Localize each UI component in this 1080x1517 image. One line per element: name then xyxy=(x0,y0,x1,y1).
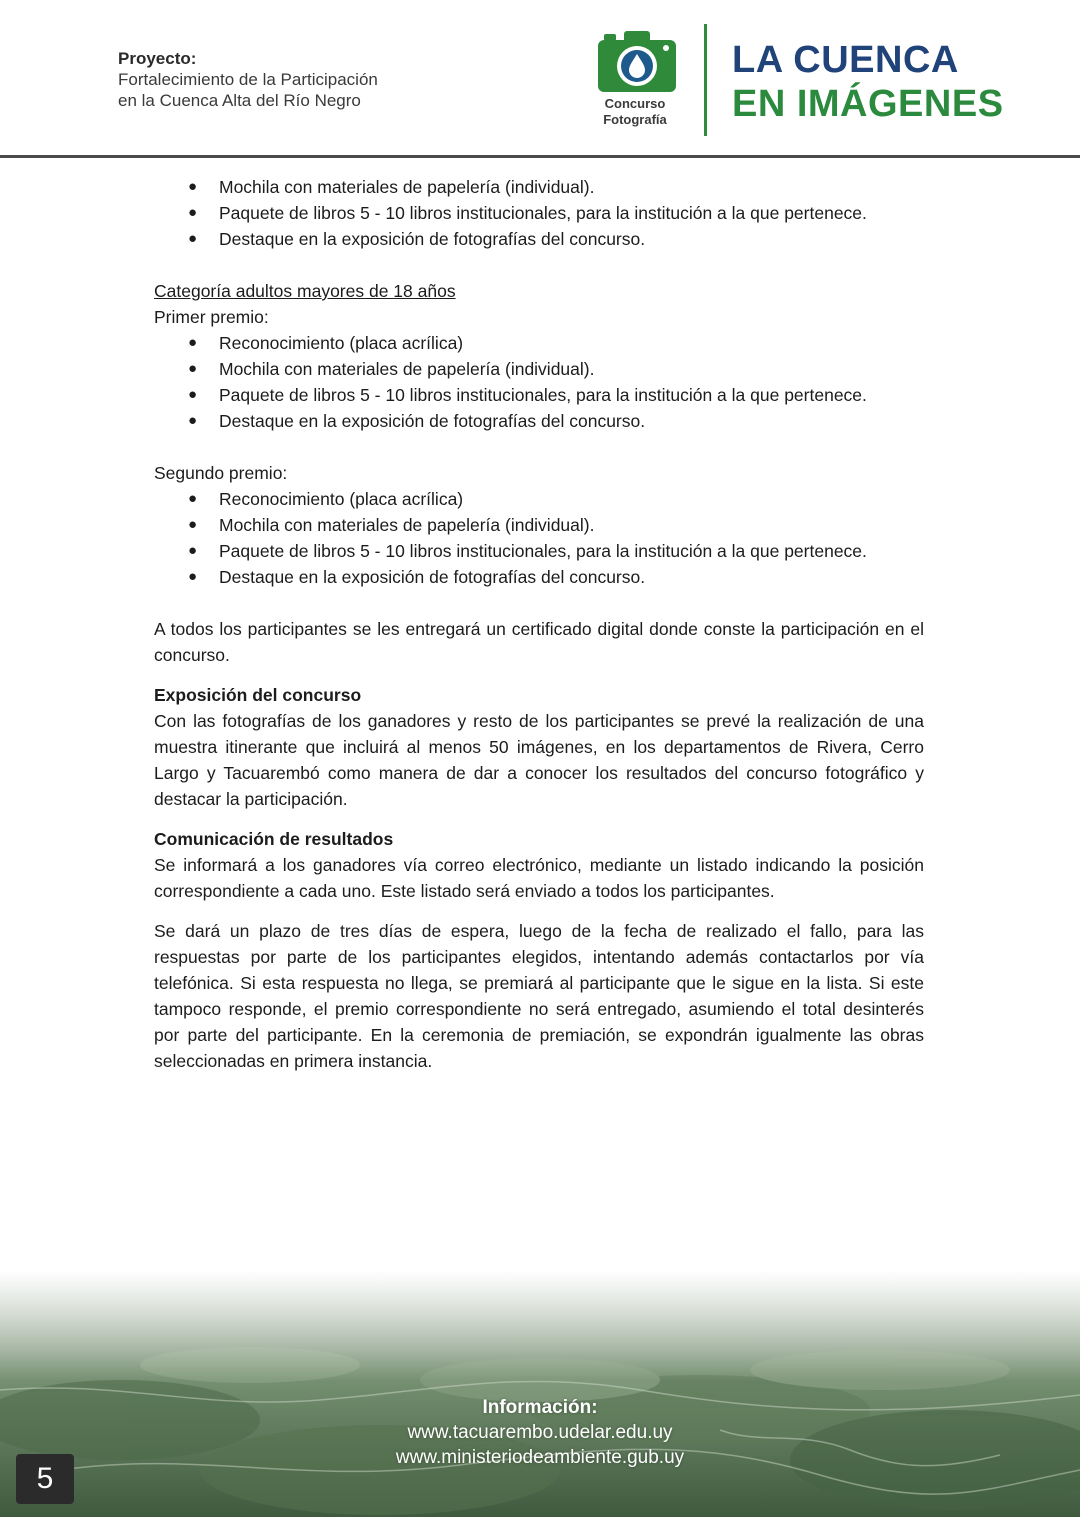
exposition-heading: Exposición del concurso xyxy=(154,685,362,705)
list-item: ● Mochila con materiales de papelería (individual). xyxy=(188,177,595,197)
deadline-paragraph: Se dará un plazo de tres días de espera, luego de la fecha de realizado el fallo, para las respuestas por parte de los participantes elegidos, intentando además contactarlos por vía telefónica. Si esta respuesta no llega, se premiará al participante que le sigue en la lista. Si este tampoco responde, el premio correspondiente no será entregado, asumiendo el total desinterés por parte del participante. En la ceremonia de premiación, se expondrán igualmente las obras seleccionadas en primera instancia. xyxy=(154,921,924,1071)
info-url-tacuarembo[interactable]: www.tacuarembo.udelar.edu.uy xyxy=(407,1422,673,1443)
first-prize-list xyxy=(154,330,924,434)
camera-icon xyxy=(598,30,676,92)
page-header xyxy=(0,0,1080,158)
section-heading-adults: Categoría adultos mayores de 18 años xyxy=(154,281,456,301)
brand-line2: EN IMÁGENES xyxy=(732,83,1004,125)
list-item: ● Destaque en la exposición de fotografías del concurso. xyxy=(188,567,646,587)
list-item: ● Paquete de libros 5 - 10 libros institucionales, para la institución a la que pertenece. xyxy=(188,385,867,405)
list-item: ● Mochila con materiales de papelería (individual). xyxy=(188,359,595,379)
results-heading: Comunicación de resultados xyxy=(154,829,394,849)
list-item: ● Reconocimiento (placa acrílica) xyxy=(188,489,464,509)
list-item: ● Destaque en la exposición de fotografías del concurso. xyxy=(188,411,646,431)
brand-logo-text xyxy=(732,38,1004,126)
list-item: ● Paquete de libros 5 - 10 libros institucionales, para la institución a la que pertenece. xyxy=(188,541,867,561)
list-item: ● Destaque en la exposición de fotografías del concurso. xyxy=(188,229,646,249)
page-number: 5 xyxy=(16,1454,74,1504)
brand-line1: LA CUENCA xyxy=(732,39,959,81)
first-prize-label: Primer premio: xyxy=(154,307,269,327)
footer-landscape-image xyxy=(0,1270,1080,1517)
contest-label-line1: Concurso xyxy=(604,96,666,111)
project-label: Proyecto: xyxy=(118,49,197,68)
document-body xyxy=(154,174,924,1074)
contest-label xyxy=(586,96,684,128)
exposition-paragraph: Con las fotografías de los ganadores y resto de los participantes se prevé la realización de una muestra itinerante que incluirá al menos 50 imágenes, en los departamentos de Rivera, Cerro Largo y Tacuarembó como manera de dar a conocer los resultados del concurso fotográfico y destacar la participación. xyxy=(154,711,924,809)
list-item: ● Mochila con materiales de papelería (individual). xyxy=(188,515,595,535)
results-paragraph: Se informará a los ganadores vía correo electrónico, mediante un listado indicando la posición correspondiente a cada uno. Este listado será enviado a todos los participantes. xyxy=(154,855,924,901)
list-item: ● Reconocimiento (placa acrílica) xyxy=(188,333,464,353)
footer-info xyxy=(340,1395,740,1470)
info-title: Información: xyxy=(482,1397,598,1418)
project-info xyxy=(118,48,378,111)
project-title-line2: en la Cuenca Alta del Río Negro xyxy=(118,91,361,110)
info-url-ministerio[interactable]: www.ministeriodeambiente.gub.uy xyxy=(395,1447,685,1468)
second-prize-list xyxy=(154,486,924,590)
list-item: ● Paquete de libros 5 - 10 libros institucionales, para la institución a la que pertenece. xyxy=(188,203,867,223)
header-divider xyxy=(704,24,707,136)
participants-paragraph: A todos los participantes se les entregará un certificado digital donde conste la participación en el concurso. xyxy=(154,619,924,665)
prize-list-previous xyxy=(154,174,924,252)
second-prize-label: Segundo premio: xyxy=(154,463,288,483)
contest-label-line2: Fotografía xyxy=(603,112,667,127)
header-rule xyxy=(0,155,1080,158)
project-title-line1: Fortalecimiento de la Participación xyxy=(118,70,378,89)
